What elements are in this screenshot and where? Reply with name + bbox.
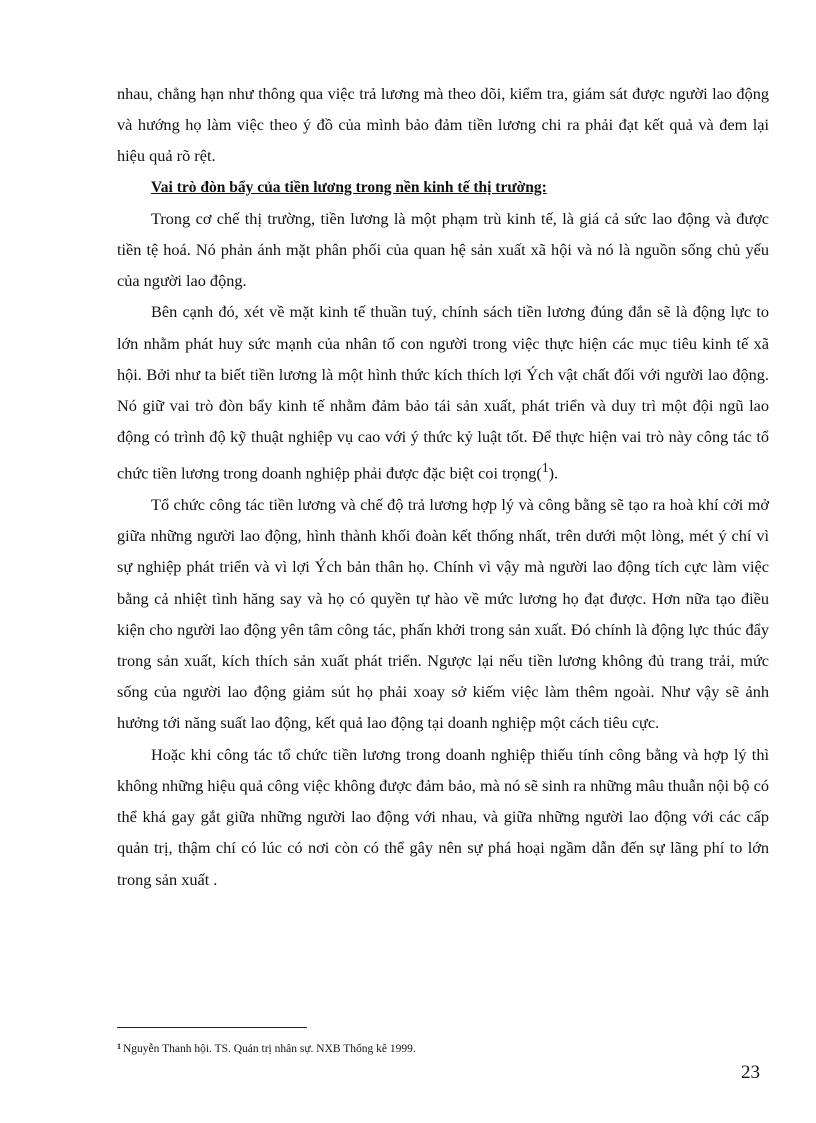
footnote-marker: 1 bbox=[117, 1042, 121, 1051]
page-number: 23 bbox=[741, 1062, 760, 1083]
paragraph-2-text: Bên cạnh đó, xét về mặt kinh tế thuần tuý, chính sách tiền lương đúng đắn sẽ là động lực to lớn nhằm phát huy sức mạnh của nhân tố con người trong việc thực hiện các mục tiêu kinh tế xã hội. Bởi như ta biết tiền lương là một hình thức kích thích lợi Ých vật chất đối với người lao động. Nó giữ vai trò đòn bẩy kinh tế nhằm đảm bảo tái sản xuất, phát triển và duy trì một đội ngũ lao động có trình độ kỹ thuật nghiệp vụ cao với ý thức kỷ luật tốt. Để thực hiện vai trò này công tác tổ chức tiền lương trong doanh nghiệp phải được đặc biệt coi trọng( bbox=[117, 302, 769, 483]
paragraph-continuation: nhau, chẳng hạn như thông qua việc trả lương mà theo dõi, kiểm tra, giám sát được người lao động và hướng họ làm việc theo ý đồ của mình bảo đảm tiền lương chi ra phải đạt kết quả và đem lại hiệu quả rõ rệt. bbox=[117, 84, 769, 166]
footnote-separator bbox=[117, 1027, 307, 1028]
paragraph-2 bbox=[117, 296, 769, 489]
paragraph-1: Trong cơ chế thị trường, tiền lương là một phạm trù kinh tế, là giá cả sức lao động và được tiền tệ hoá. Nó phản ánh mặt phân phối của quan hệ sản xuất xã hội và nó là nguồn sống chủ yếu của người lao động. bbox=[117, 208, 769, 291]
section-heading: Vai trò đòn bẩy của tiền lương trong nền kinh tế thị trường: bbox=[151, 178, 547, 196]
footnote-reference[interactable]: 1 bbox=[541, 460, 549, 476]
paragraph-3: Tổ chức công tác tiền lương và chế độ trả lương hợp lý và công bằng sẽ tạo ra hoà khí cởi mở giữa những người lao động, hình thành khối đoàn kết thống nhất, trên dưới một lòng, mét ý chí vì sự nghiệp phát triển và vì lợi Ých bản thân họ. Chính vì vậy mà người lao động tích cực làm việc bằng cả nhiệt tình hăng say và họ có quyền tự hào về mức lương họ đạt được. Hơn nữa tạo điều kiện cho người lao động yên tâm công tác, phấn khởi trong sản xuất. Đó chính là động lực thúc đẩy trong sản xuất, kích thích sản xuất phát triển. Ngược lại nếu tiền lương không đủ trang trải, mức sống của người lao động giảm sút họ phải xoay sở kiếm việc làm thêm ngoài. Như vậy sẽ ảnh hưởng tới năng suất lao động, kết quả lao động tại doanh nghiệp một cách tiêu cực. bbox=[117, 495, 769, 733]
footnote bbox=[117, 1040, 416, 1056]
page-body bbox=[117, 78, 769, 895]
footnote-text: Nguyễn Thanh hội. TS. Quản trị nhân sự. NXB Thống kê 1999. bbox=[123, 1043, 416, 1055]
paragraph-2-end: ). bbox=[548, 463, 559, 483]
paragraph-4: Hoặc khi công tác tổ chức tiền lương trong doanh nghiệp thiếu tính công bằng và hợp lý thì không những hiệu quả công việc không được đảm bảo, mà nó sẽ sinh ra những mâu thuẫn nội bộ có thể khá gay gắt giữa những người lao động với nhau, và giữa những người lao động với các cấp quản trị, thậm chí có lúc có nơi còn có thể gây nên sự phá hoại ngầm dẫn đến sự lãng phí to lớn trong sản xuất . bbox=[117, 744, 769, 889]
